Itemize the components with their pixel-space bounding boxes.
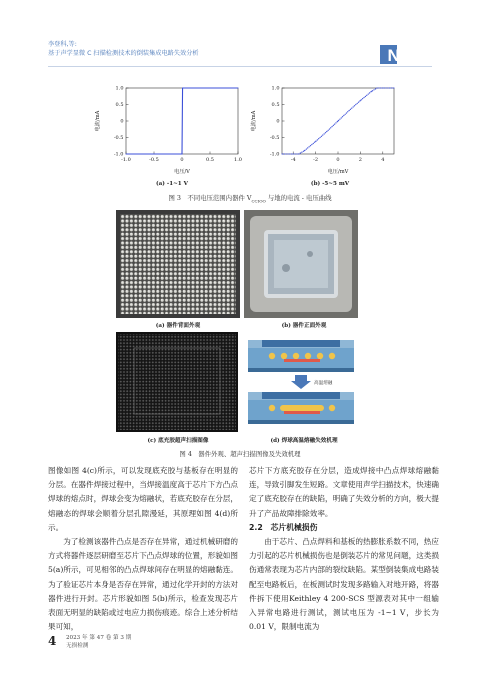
x-tick-label: 0: [180, 157, 184, 163]
x-tick-label: -2: [313, 157, 319, 163]
left-paragraph-2: 为了检测该器件凸点是否存在异常，通过机械研磨的方式将器件逐层研磨至芯片下凸点焊球的位置，形貌如图 5(a)所示，可见相邻的凸点焊球间存在明显的熔融黏连。为了验证芯片本身是否存在异常，通过化学开封的方法对器件进行开封。芯片形貌如图 5(b)所示，检查发现芯片表面无明显的缺陷或过电应力损伤痕迹。综合上述分析结果可知，: [48, 537, 238, 632]
figure3-plot-a: [92, 84, 244, 176]
journal-logo: [380, 44, 430, 65]
x-tick-label: 0: [336, 157, 340, 163]
data-point: [338, 121, 339, 122]
y-tick-label: 1.0: [115, 85, 124, 92]
data-point: [360, 100, 361, 101]
y-tick-label: -1.0: [269, 151, 280, 158]
data-point: [394, 88, 395, 89]
failure-mechanism-diagram: [244, 334, 358, 432]
y-tick-label: 1.0: [271, 85, 280, 92]
x-tick-label: -4: [290, 157, 296, 163]
data-point: [210, 88, 211, 89]
x-axis-label: 电压/mV: [327, 169, 349, 175]
x-tick-label: 2: [358, 157, 362, 163]
header-rule: [48, 66, 432, 67]
ultrasonic-scan-image: [116, 332, 238, 432]
iv-curve-chart-a: [92, 84, 244, 176]
data-point: [154, 154, 155, 155]
y-tick-label: -0.5: [269, 135, 280, 142]
c-scan-image: [116, 332, 238, 432]
data-point: [182, 154, 183, 155]
data-point: [238, 88, 239, 89]
y-tick-label: 0: [120, 118, 124, 125]
right-paragraph-1: 芯片下方底充胶存在分层，造成焊接中凸点焊球熔融黏连，导致引脚发生短路。文章使用声学扫描技术，快速确定了底充胶存在的缺陷，明确了失效分析的方向，极大提升了产品故障排除效率。: [249, 466, 439, 518]
journal-footer: [66, 634, 131, 650]
data-point: [349, 110, 350, 111]
x-tick-label: -0.5: [149, 157, 159, 163]
journal-name: 无损检测: [66, 643, 89, 649]
data-point: [304, 150, 305, 151]
data-point: [382, 88, 383, 89]
device-front-image: [244, 210, 358, 318]
high-temp-label: 高温熔融: [314, 381, 333, 386]
logo-text: NDT: [387, 46, 423, 65]
data-point: [326, 131, 327, 132]
iv-series-line: [126, 88, 238, 154]
journal-issue: 2023 年 第 47 卷 第 3 期: [66, 635, 132, 641]
running-header: [48, 40, 199, 58]
figure3-caption: 图 3 不同电压范围内器件 $V_{CCIOO}$ 与地的电流 - 电压曲线: [168, 194, 332, 204]
y-tick-label: 0.5: [271, 102, 280, 109]
data-point: [293, 154, 294, 155]
figure3-panel-b-label: (b) -5~5 mV: [310, 181, 350, 187]
data-point: [298, 154, 299, 155]
device-back-photo: [116, 210, 240, 318]
data-point: [377, 88, 378, 89]
right-paragraph-2: 由于芯片、凸点焊料和基板的热膨胀系数不同，热应力引起的芯片机械损伤也是倒装芯片的常见问题，这类损伤通常表现为芯片内部的裂纹缺陷。某型倒装集成电路装配至电路板后，在板测试时发现多路输入对地开路，将器件拆下使用Keithley 4 200-SCS 型源表对其中一组输入异常电路进行测试，测试电压为 -1~1 V，步长为 0.01 V，限制电流为: [249, 537, 439, 632]
figure3-panel-a-label: (a) -1~1 V: [156, 181, 188, 187]
header-authors: 李登科,等:: [48, 41, 77, 48]
data-point: [315, 141, 316, 142]
x-tick-label: 4: [381, 157, 385, 163]
figure4-sub-b: (b) 器件正面外观: [281, 323, 327, 329]
x-tick-label: 1.0: [234, 157, 242, 163]
solder-ball-array-image: [116, 210, 240, 318]
data-point: [182, 88, 183, 89]
section-heading: 2.2 芯片机械损伤: [249, 522, 318, 532]
y-axis-label: 电流/mA: [95, 110, 101, 132]
left-paragraph-1: 图像如图 4(c)所示，可以发现底充胶与基板存在明显的分层。在器件焊接过程中，当焊接温度高于芯片下方凸点焊球的熔点时，焊球会变为熔融状，若底充胶存在分层，熔融态的焊球会顺着分层孔隙漫延，其原理如图 4(d)所示。: [48, 466, 238, 532]
x-tick-label: 0.5: [206, 157, 214, 163]
solder-melt-mechanism-diagram: [244, 334, 358, 432]
figure4-sub-c: (c) 底充胶超声扫描图像: [147, 438, 209, 444]
y-axis-label: 电流/mA: [251, 110, 257, 132]
data-point: [371, 91, 372, 92]
page-number: 4: [48, 634, 57, 648]
y-tick-label: -1.0: [113, 151, 124, 158]
down-arrow-icon: [291, 375, 311, 389]
iv-curve-chart-b: [248, 84, 400, 176]
y-tick-label: -0.5: [113, 135, 124, 142]
body-right-column: [249, 464, 439, 634]
header-title: 基于声学显微 C 扫描检测技术的倒装集成电路失效分析: [48, 50, 199, 57]
figure4-sub-a: (a) 器件背面外观: [155, 323, 201, 329]
figure4-sub-d: (d) 焊球高温熔融失效机理: [270, 438, 338, 444]
x-tick-label: -1.0: [121, 157, 131, 163]
y-tick-label: 0.5: [115, 102, 124, 109]
figure4-caption: 图 4 器件外观、超声扫描图像及失效机理: [179, 450, 301, 458]
y-tick-label: 0: [276, 118, 280, 125]
device-front-photo: [244, 210, 358, 318]
data-point: [126, 154, 127, 155]
body-left-column: [48, 464, 238, 634]
x-axis-label: 电压/V: [174, 169, 190, 175]
figure3-plot-b: [248, 84, 400, 176]
data-point: [282, 154, 283, 155]
